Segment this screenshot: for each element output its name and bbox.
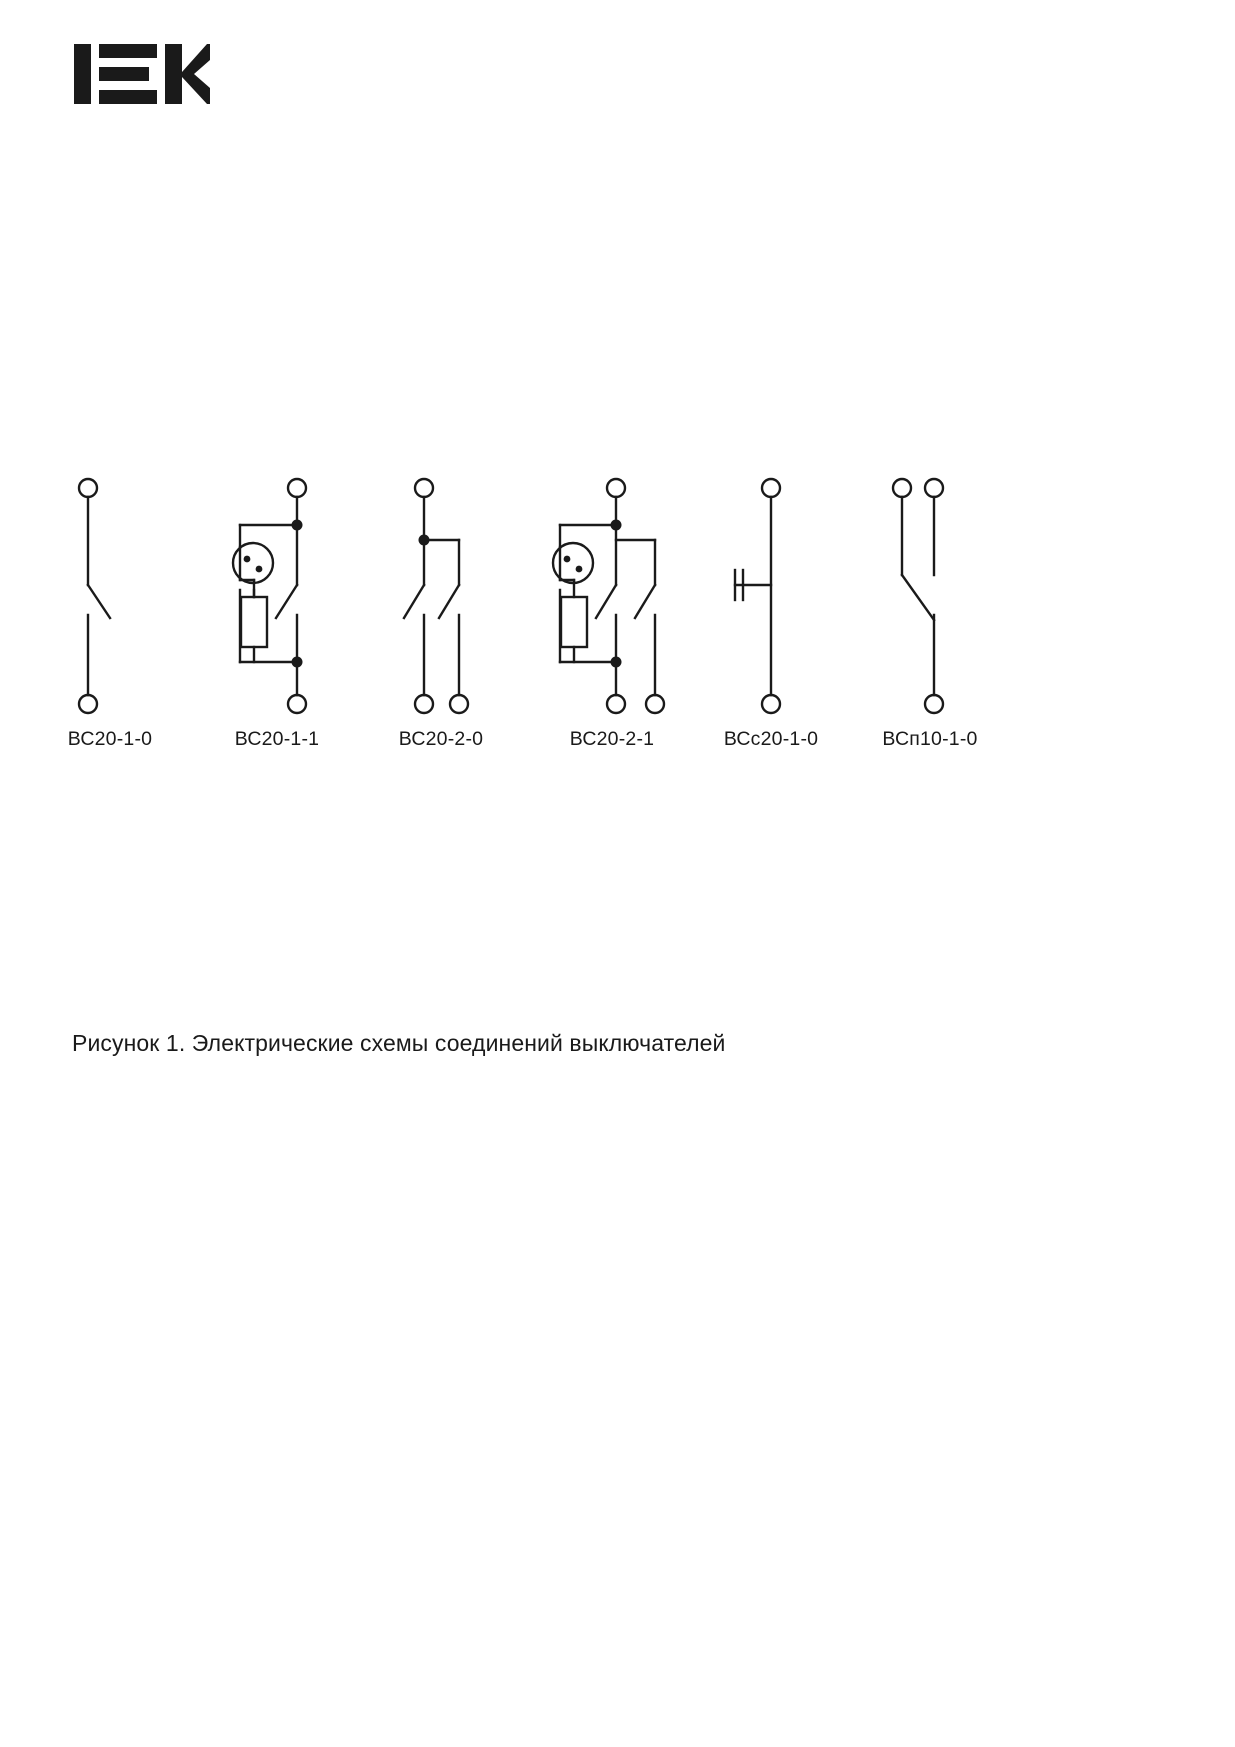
electrical-schematics-svg <box>0 430 1235 770</box>
scheme-label-vs20-2-1: ВС20-2-1 <box>569 728 655 750</box>
schematic-vs20-2-0 <box>404 479 468 713</box>
schematic-vss20-1-0 <box>735 479 780 713</box>
scheme-label-vss20-1-0: ВСс20-1-0 <box>723 728 819 750</box>
iek-logo-mark <box>72 40 212 110</box>
schematics-figure <box>0 430 1235 770</box>
scheme-label-vs20-2-0: ВС20-2-0 <box>398 728 484 750</box>
iek-logo <box>72 40 212 110</box>
scheme-label-vsp10-1-0: ВСп10-1-0 <box>882 728 978 750</box>
scheme-label-vs20-1-0: ВС20-1-0 <box>67 728 153 750</box>
schematic-vs20-1-0 <box>79 479 110 713</box>
figure-caption: Рисунок 1. Электрические схемы соединений выключателей <box>72 1030 726 1056</box>
scheme-label-vs20-1-1: ВС20-1-1 <box>234 728 320 750</box>
schematic-vsp10-1-0 <box>893 479 943 713</box>
schematic-vs20-1-1 <box>233 479 306 713</box>
schematic-vs20-2-1 <box>553 479 664 713</box>
